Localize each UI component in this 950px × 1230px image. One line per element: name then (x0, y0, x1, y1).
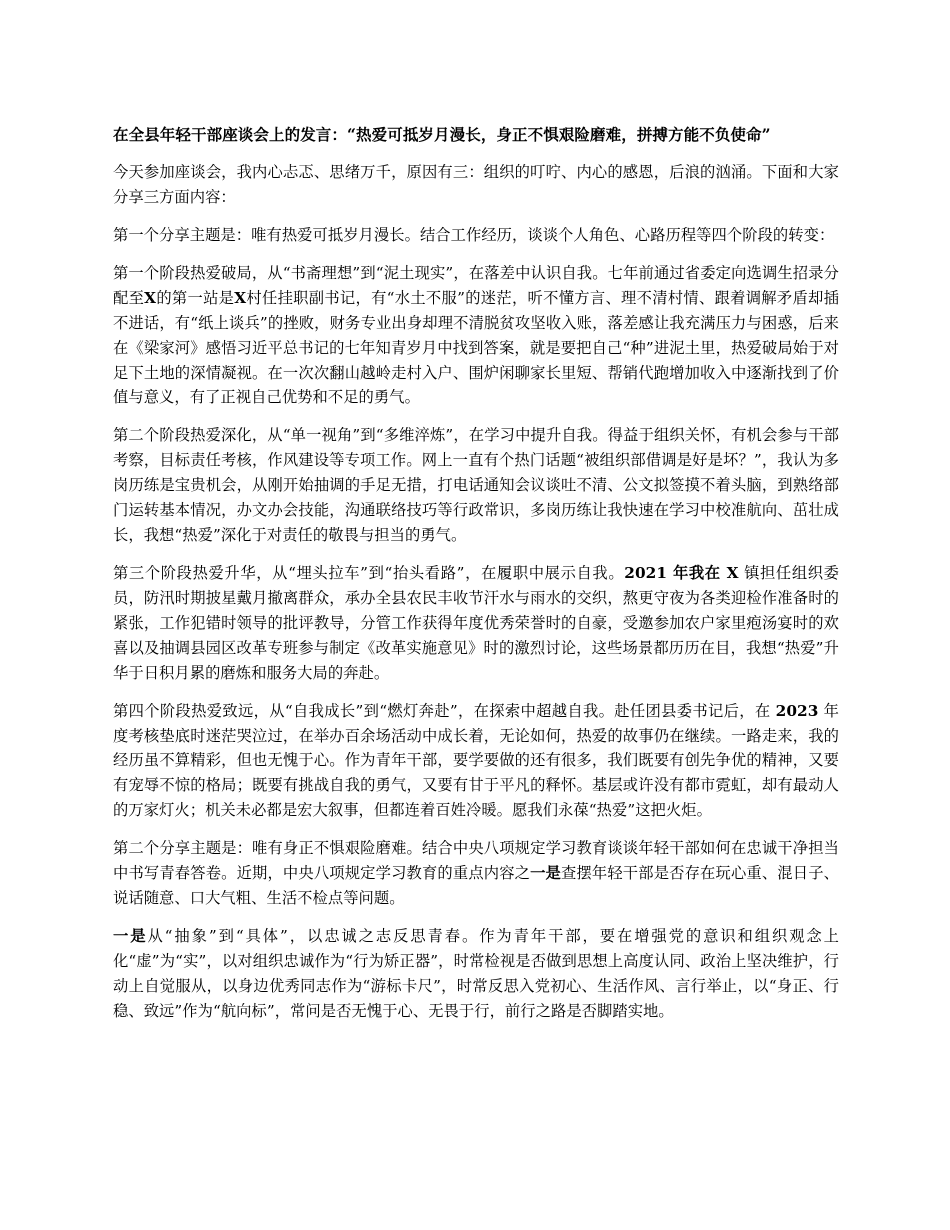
text-run-bold: X (234, 288, 247, 307)
paragraph-stage-two (113, 423, 839, 548)
text-run-bold: 一是 (530, 864, 562, 883)
document-body (113, 122, 839, 1024)
text-run: 从“抽象”到“具体”，以忠诚之志反思青春。作为青年干部，要在增强党的意识和组织观念上化“虚”为“实”，以对组织忠诚作为“行为矫正器”，时常检视是否做到思想上高度认同、政治上坚决维护，行动上自觉服从，以身边优秀同志作为“游标卡尺”，时常反思入党初心、生活作风、言行举止，以“身正、行稳、致远”作为“航向标”，常问是否无愧于心、无畏于行，前行之路是否脚踏实地。 (113, 927, 839, 1020)
text-run: 查摆年轻干部是否存在玩心重、混日子、说话随意、口大气粗、生活不检点等问题。 (113, 864, 839, 908)
text-run-bold: 2021 (624, 564, 668, 583)
text-run-bold: 2023 (775, 701, 819, 720)
text-run: 镇担任组织委员，防汛时期披星戴月撤离群众，承办全县农民丰收节汗水与雨水的交织，熬更守夜为各类迎检作准备时的紧张，工作犯错时领导的批评教导，分管工作获得年度优秀荣誉时的自豪，受邀参加农户家里疱汤宴时的欢喜以及抽调县园区改革专班参与制定《改革实施意见》时的激烈讨论，这些场景都历历在目，我想“热爱”升华于日积月累的磨炼和服务大局的奔赴。 (113, 564, 840, 682)
paragraph-point-one (113, 924, 839, 1024)
document-title: 在全县年轻干部座谈会上的发言：“热爱可抵岁月漫长，身正不惧艰险磨难，拼搏方能不负使命” (113, 125, 771, 144)
document-paragraphs (113, 160, 839, 1024)
text-run: 第三个阶段热爱升华，从“埋头拉车”到“抬头看路”，在履职中展示自我。 (113, 564, 625, 583)
text-run-bold: 一是 (113, 927, 148, 945)
text-run: 年度考核垫底时迷茫哭泣过，在举办百余场活动中成长着，无论如何，热爱的故事仍在继续。一路走来，我的经历虽不算精彩，但也无愧于心。作为青年干部，要学要做的还有很多，我们既要有创先争优的精神，又要有宠辱不惊的格局；既要有挑战自我的勇气，又要有甘于平凡的释怀。基层或许没有都市霓虹，却有最动人的万家灯火；机关未必都是宏大叙事，但都连着百姓冷暖。愿我们永葆“热爱”这把火炬。 (113, 701, 839, 820)
text-run: 村任挂职副书记，有“水土不服”的迷茫，听不懂方言、理不清村情、跟着调解矛盾却插不进话，有“纸上谈兵”的挫败，财务专业出身却理不清脱贫攻坚收入账，落差感让我充满压力与困惑，后来在《梁家河》感悟习近平总书记的七年知青岁月中找到答案，就是要把自己“种”进泥土里，热爱破局始于对足下土地的深情凝视。在一次次翻山越岭走村入户、围炉闲聊家长里短、帮销代跑增加收入中逐渐找到了价值与意义，有了正视自己优势和不足的勇气。 (113, 288, 839, 407)
text-run-bold: X (726, 564, 739, 583)
text-run: 第二个分享主题是：唯有身正不惧艰险磨难。结合中央八项规定学习教育谈谈年轻干部如何在忠诚干净担当中书写青春答卷。近期，中央八项规定学习教育的重点内容之 (113, 839, 839, 883)
paragraph-theme-two-heading (113, 836, 839, 911)
text-run: 第二个阶段热爱深化，从“单一视角”到“多维淬炼”，在学习中提升自我。得益于组织关怀，有机会参与干部考察，目标责任考核，作风建设等专项工作。网上一直有个热门话题“被组织部借调是好是坏？”，我认为多岗历练是宝贵机会，从刚开始抽调的手足无措，打电话通知会议谈吐不清、公文拟签摸不着头脑，到熟络部门运转基本情况，办文办会技能，沟通联络技巧等行政常识，多岗历练让我快速在学习中校准航向、茁壮成长，我想“热爱”深化于对责任的敬畏与担当的勇气。 (113, 426, 839, 545)
text-run-bold: 年我在 (667, 564, 727, 583)
paragraph-stage-three (113, 561, 839, 686)
text-run: 今天参加座谈会，我内心忐忑、思绪万千，原因有三：组织的叮咛、内心的感恩，后浪的汹涌。下面和大家分享三方面内容： (113, 163, 839, 207)
text-run: 第四个阶段热爱致远，从“自我成长”到“燃灯奔赴”，在探索中超越自我。赴任团县委书记后，在 (113, 701, 776, 720)
text-run: 第一个阶段热爱破局，从“书斋理想”到“泥土现实”，在落差中认识自我。七年前通过省委定向选调生招录分配至 (113, 263, 839, 307)
paragraph-intro (113, 160, 839, 210)
paragraph-theme-one-heading (113, 223, 839, 248)
paragraph-stage-four (113, 699, 839, 824)
paragraph-stage-one (113, 261, 839, 411)
text-run: 的第一站是 (156, 288, 235, 307)
text-run-bold: X (144, 288, 157, 307)
text-run: 第一个分享主题是：唯有热爱可抵岁月漫长。结合工作经历，谈谈个人角色、心路历程等四个阶段的转变： (113, 225, 835, 244)
